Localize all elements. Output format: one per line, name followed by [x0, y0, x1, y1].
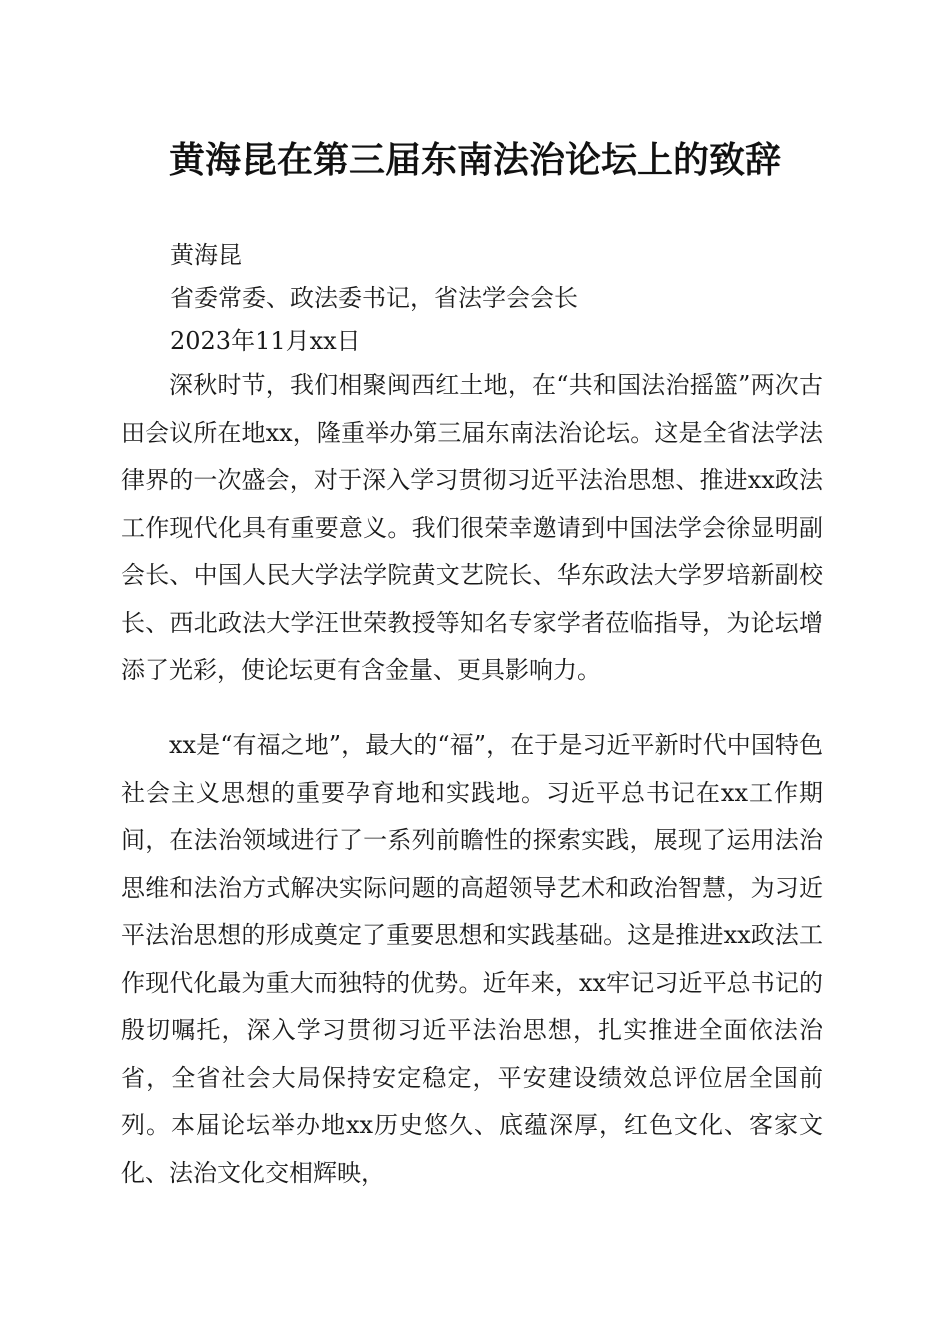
body-paragraph-1: 深秋时节，我们相聚闽西红土地，在“共和国法治摇篮”两次古田会议所在地xx，隆重举办第三届东南法治论坛。这是全省法学法律界的一次盛会，对于深入学习贯彻习近平法治思想、推进xx政法工作现代化具有重要意义。我们很荣幸邀请到中国法学会徐显明副会长、中国人民大学法学院黄文艺院长、华东政法大学罗培新副校长、西北政法大学汪世荣教授等知名专家学者莅临指导，为论坛增添了光彩，使论坛更有含金量、更具影响力。	[121, 371, 823, 684]
author-name: 黄海昆	[170, 241, 242, 269]
body-paragraph-2: xx是“有福之地”，最大的“福”，在于是习近平新时代中国特色社会主义思想的重要孕育地和实践地。习近平总书记在xx工作期间，在法治领域进行了一系列前瞻性的探索实践，展现了运用法治思维和法治方式解决实际问题的高超领导艺术和政治智慧，为习近平法治思想的形成奠定了重要思想和实践基础。这是推进xx政法工作现代化最为重大而独特的优势。近年来，xx牢记习近平总书记的殷切嘱托，深入学习贯彻习近平法治思想，扎实推进全面依法治省，全省社会大局保持安定稳定，平安建设绩效总评位居全国前列。本届论坛举办地xx历史悠久、底蕴深厚，红色文化、客家文化、法治文化交相辉映，	[121, 731, 823, 1187]
speech-date: 2023年11月xx日	[170, 327, 361, 355]
document-title: 黄海昆在第三届东南法治论坛上的致辞	[168, 139, 781, 181]
author-position: 省委常委、政法委书记，省法学会会长	[170, 284, 578, 312]
